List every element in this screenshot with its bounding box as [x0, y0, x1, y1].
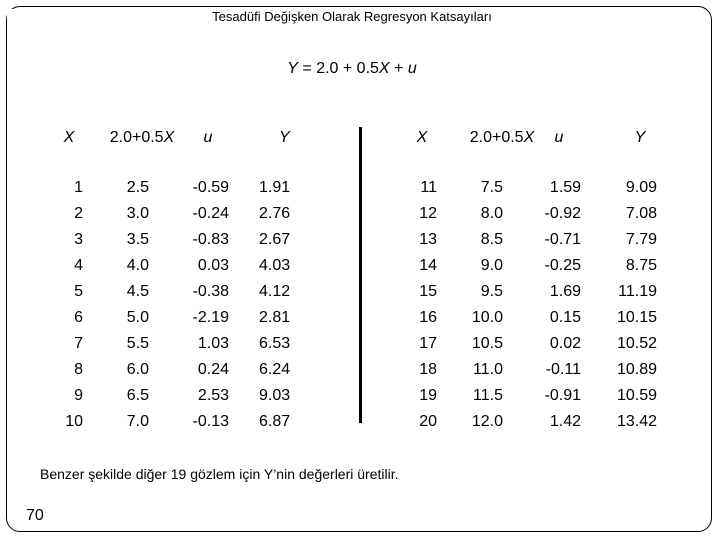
- footnote: Benzer şekilde diğer 19 gözlem için Y’nin değerleri üretilir.: [40, 466, 399, 482]
- right-u-cell: -0.92: [544, 205, 581, 222]
- left-u-cell: -0.24: [192, 205, 229, 222]
- right-x-cell: 13: [419, 231, 437, 248]
- right-fitted-cell: 9.0: [480, 257, 503, 274]
- right-y-cell: 9.09: [625, 179, 657, 196]
- left-u-cell: -0.38: [192, 283, 229, 300]
- right-y-column: [607, 125, 657, 435]
- left-fitted-cell: 4.5: [126, 283, 149, 300]
- right-x-cell: 17: [419, 335, 437, 352]
- right-fitted-column: [457, 125, 547, 435]
- slide-title: [7, 9, 697, 24]
- right-u-cell: 1.69: [549, 283, 581, 300]
- right-y-cell: 13.42: [616, 413, 657, 430]
- equation-u: u: [407, 60, 417, 77]
- right-y-header: Y: [634, 129, 646, 146]
- right-y-cell: 10.89: [616, 361, 657, 378]
- left-x-cell: 6: [74, 309, 83, 326]
- right-fitted-header-x: X: [523, 129, 535, 146]
- right-fitted-cell: 10.5: [471, 335, 503, 352]
- right-x-cell: 15: [419, 283, 437, 300]
- left-y-cell: 6.87: [259, 413, 291, 430]
- right-fitted-cell: 11.5: [473, 387, 503, 404]
- right-u-header: u: [554, 129, 564, 146]
- left-fitted-cell: 7.0: [126, 413, 149, 430]
- left-fitted-cell: 6.0: [126, 361, 149, 378]
- left-u-header: u: [203, 129, 213, 146]
- right-u-cell: -0.11: [545, 361, 581, 378]
- left-y-cell: 6.53: [259, 335, 291, 352]
- right-u-cell: 0.02: [549, 335, 581, 352]
- left-y-cell: 2.76: [259, 205, 291, 222]
- left-u-values: [177, 175, 229, 435]
- right-u-cell: -0.71: [544, 231, 581, 248]
- right-fitted-cell: 8.0: [480, 205, 503, 222]
- right-y-cell: 11.19: [618, 283, 657, 300]
- left-u-cell: 1.03: [197, 335, 229, 352]
- left-fitted-cell: 2.5: [126, 179, 149, 196]
- left-u-cell: 0.03: [197, 257, 229, 274]
- left-fitted-header-x: X: [163, 129, 175, 146]
- left-u-column: [177, 125, 229, 435]
- right-y-cell: 10.59: [616, 387, 657, 404]
- right-u-cell: 0.15: [549, 309, 581, 326]
- right-y-cell: 7.08: [625, 205, 657, 222]
- right-x-cell: 18: [419, 361, 437, 378]
- right-x-cell: 19: [419, 387, 437, 404]
- left-y-header: Y: [279, 129, 290, 146]
- left-fitted-cell: 5.5: [126, 335, 149, 352]
- right-x-cell: 16: [419, 309, 437, 326]
- left-y-cell: 2.67: [259, 231, 291, 248]
- right-fitted-cell: 9.5: [480, 283, 503, 300]
- right-x-cell: 14: [419, 257, 437, 274]
- left-x-cell: 9: [74, 387, 83, 404]
- right-fitted-header: [457, 125, 547, 151]
- right-fitted-cell: 12.0: [471, 413, 503, 430]
- right-fitted-values: [457, 175, 503, 435]
- left-fitted-column: [97, 125, 187, 435]
- left-x-cell: 7: [74, 335, 83, 352]
- left-y-column: [259, 125, 319, 435]
- left-u-cell: 0.24: [197, 361, 229, 378]
- left-u-cell: 2.53: [197, 387, 229, 404]
- left-u-cell: -0.83: [192, 231, 229, 248]
- right-y-cell: 10.52: [616, 335, 657, 352]
- regression-equation: [7, 60, 697, 78]
- left-y-cell: 9.03: [259, 387, 291, 404]
- left-fitted-cell: 5.0: [126, 309, 149, 326]
- left-fitted-header: [97, 125, 187, 151]
- left-x-header: X: [63, 129, 75, 146]
- right-fitted-cell: 10.0: [471, 309, 503, 326]
- left-u-cell: -2.19: [192, 309, 229, 326]
- left-x-cell: 1: [74, 179, 83, 196]
- right-y-cell: 8.75: [625, 257, 657, 274]
- equation-x: X: [378, 60, 390, 77]
- right-y-cell: 7.79: [625, 231, 657, 248]
- right-x-column: [407, 125, 437, 435]
- right-u-values: [537, 175, 581, 435]
- right-x-values: [407, 175, 437, 435]
- right-x-cell: 20: [419, 413, 437, 430]
- left-x-cell: 4: [74, 257, 83, 274]
- left-x-cell: 8: [74, 361, 83, 378]
- right-u-cell: 1.42: [549, 413, 581, 430]
- left-y-values: [259, 175, 319, 435]
- right-fitted-cell: 7.5: [480, 179, 503, 196]
- left-x-cell: 5: [74, 283, 83, 300]
- left-y-cell: 6.24: [259, 361, 291, 378]
- right-fitted-cell: 8.5: [480, 231, 503, 248]
- left-fitted-cell: 3.0: [126, 205, 149, 222]
- right-y-values: [607, 175, 657, 435]
- left-fitted-cell: 3.5: [126, 231, 149, 248]
- left-u-cell: -0.59: [192, 179, 229, 196]
- page-number: 70: [26, 507, 44, 524]
- right-fitted-header-const: 2.0+0.5: [469, 129, 524, 146]
- left-x-cell: 2: [74, 205, 83, 222]
- left-x-cell: 10: [65, 413, 83, 430]
- right-u-column: [537, 125, 581, 435]
- left-x-cell: 3: [74, 231, 83, 248]
- right-fitted-cell: 11.0: [473, 361, 503, 378]
- right-y-cell: 10.15: [616, 309, 657, 326]
- slide-frame: [6, 6, 712, 532]
- left-fitted-header-const: 2.0+0.5: [109, 129, 164, 146]
- table-divider: [359, 127, 362, 423]
- equation-constant: = 2.0 + 0.5: [297, 60, 379, 77]
- equation-plus: +: [389, 60, 408, 77]
- right-u-cell: -0.25: [544, 257, 581, 274]
- left-y-cell: 1.91: [259, 179, 291, 196]
- right-x-header: X: [416, 129, 428, 146]
- left-fitted-values: [97, 175, 149, 435]
- left-y-cell: 4.03: [259, 257, 291, 274]
- equation-y: Y: [287, 60, 298, 77]
- left-u-cell: -0.13: [192, 413, 229, 430]
- left-x-column: [55, 125, 83, 435]
- left-x-values: [55, 175, 83, 435]
- left-y-cell: 2.81: [259, 309, 291, 326]
- left-fitted-cell: 6.5: [126, 387, 149, 404]
- left-y-cell: 4.12: [259, 283, 291, 300]
- slide-title-text: Tesadüfi Değişken Olarak Regresyon Katsayıları: [208, 9, 496, 24]
- right-x-cell: 11: [420, 179, 437, 196]
- left-fitted-cell: 4.0: [126, 257, 149, 274]
- right-u-cell: -0.91: [544, 387, 581, 404]
- right-x-cell: 12: [419, 205, 437, 222]
- right-u-cell: 1.59: [549, 179, 581, 196]
